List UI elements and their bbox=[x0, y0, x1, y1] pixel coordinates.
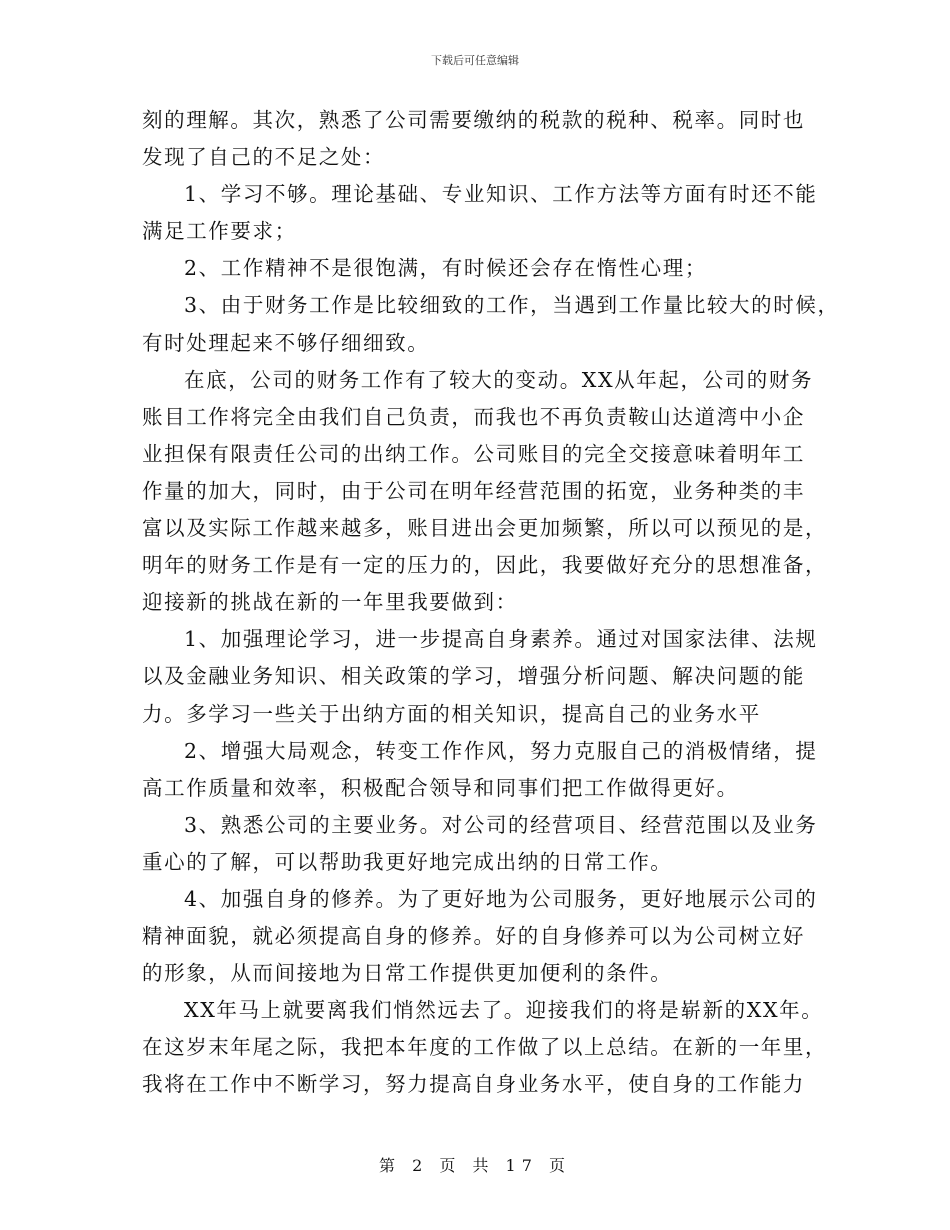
text-line: 4、加强自身的修养。为了更好地为公司服务，更好地展示公司的 bbox=[184, 886, 818, 911]
text-line: 账目工作将完全由我们自己负责，而我也不再负责鞍山达道湾中小企 bbox=[142, 404, 805, 429]
page-number: 第 2 页 共 17 页 bbox=[379, 1156, 571, 1175]
text-line: XX年马上就要离我们悄然远去了。迎接我们的将是崭新的XX年。 bbox=[184, 998, 824, 1023]
text-line: 力。多学习一些关于出纳方面的相关知识，提高自己的业务水平 bbox=[142, 701, 761, 726]
text-line: 3、熟悉公司的主要业务。对公司的经营项目、经营范围以及业务 bbox=[184, 812, 818, 837]
text-line: 有时处理起来不够仔细细致。 bbox=[142, 330, 430, 355]
text-line: 2、工作精神不是很饱满，有时候还会存在惰性心理； bbox=[184, 256, 707, 281]
text-line: 1、学习不够。理论基础、专业知识、工作方法等方面有时还不能 bbox=[184, 182, 818, 207]
text-line: 的形象，从而间接地为日常工作提供更加便利的条件。 bbox=[142, 961, 673, 986]
text-line: 发现了自己的不足之处： bbox=[142, 145, 386, 170]
text-line: 明年的财务工作是有一定的压力的，因此，我要做好充分的思想准备， bbox=[142, 553, 828, 578]
text-line: 业担保有限责任公司的出纳工作。公司账目的完全交接意味着明年工 bbox=[142, 441, 805, 466]
text-line: 高工作质量和效率，积极配合领导和同事们把工作做得更好。 bbox=[142, 775, 739, 800]
text-line: 1、加强理论学习，进一步提高自身素养。通过对国家法律、法规 bbox=[184, 627, 818, 652]
text-line: 精神面貌，就必须提高自身的修养。好的自身修养可以为公司树立好 bbox=[142, 924, 805, 949]
text-line: 富以及实际工作越来越多，账目进出会更加频繁，所以可以预见的是， bbox=[142, 516, 828, 541]
text-line: 刻的理解。其次，熟悉了公司需要缴纳的税款的税种、税率。同时也 bbox=[142, 108, 805, 132]
document-body bbox=[142, 102, 840, 1104]
text-line: 2、增强大局观念，转变工作作风，努力克服自己的消极情绪，提 bbox=[184, 738, 818, 763]
text-line: 3、由于财务工作是比较细致的工作，当遇到工作量比较大的时候， bbox=[184, 293, 840, 318]
text-line: 重心的了解，可以帮助我更好地完成出纳的日常工作。 bbox=[142, 849, 673, 874]
text-line: 作量的加大，同时，由于公司在明年经营范围的拓宽，业务种类的丰 bbox=[142, 478, 805, 503]
text-line: 以及金融业务知识、相关政策的学习，增强分析问题、解决问题的能 bbox=[142, 664, 805, 689]
text-line: 我将在工作中不断学习，努力提高自身业务水平，使自身的工作能力 bbox=[142, 1072, 805, 1097]
text-line: 迎接新的挑战在新的一年里我要做到： bbox=[142, 590, 518, 615]
page-header: 下载后可任意编辑 bbox=[431, 54, 519, 67]
text-line: 满足工作要求； bbox=[142, 219, 297, 244]
text-line: 在这岁末年尾之际，我把本年度的工作做了以上总结。在新的一年里， bbox=[142, 1035, 828, 1060]
text-line: 在底，公司的财务工作有了较大的变动。XX从年起，公司的财务 bbox=[184, 367, 814, 392]
